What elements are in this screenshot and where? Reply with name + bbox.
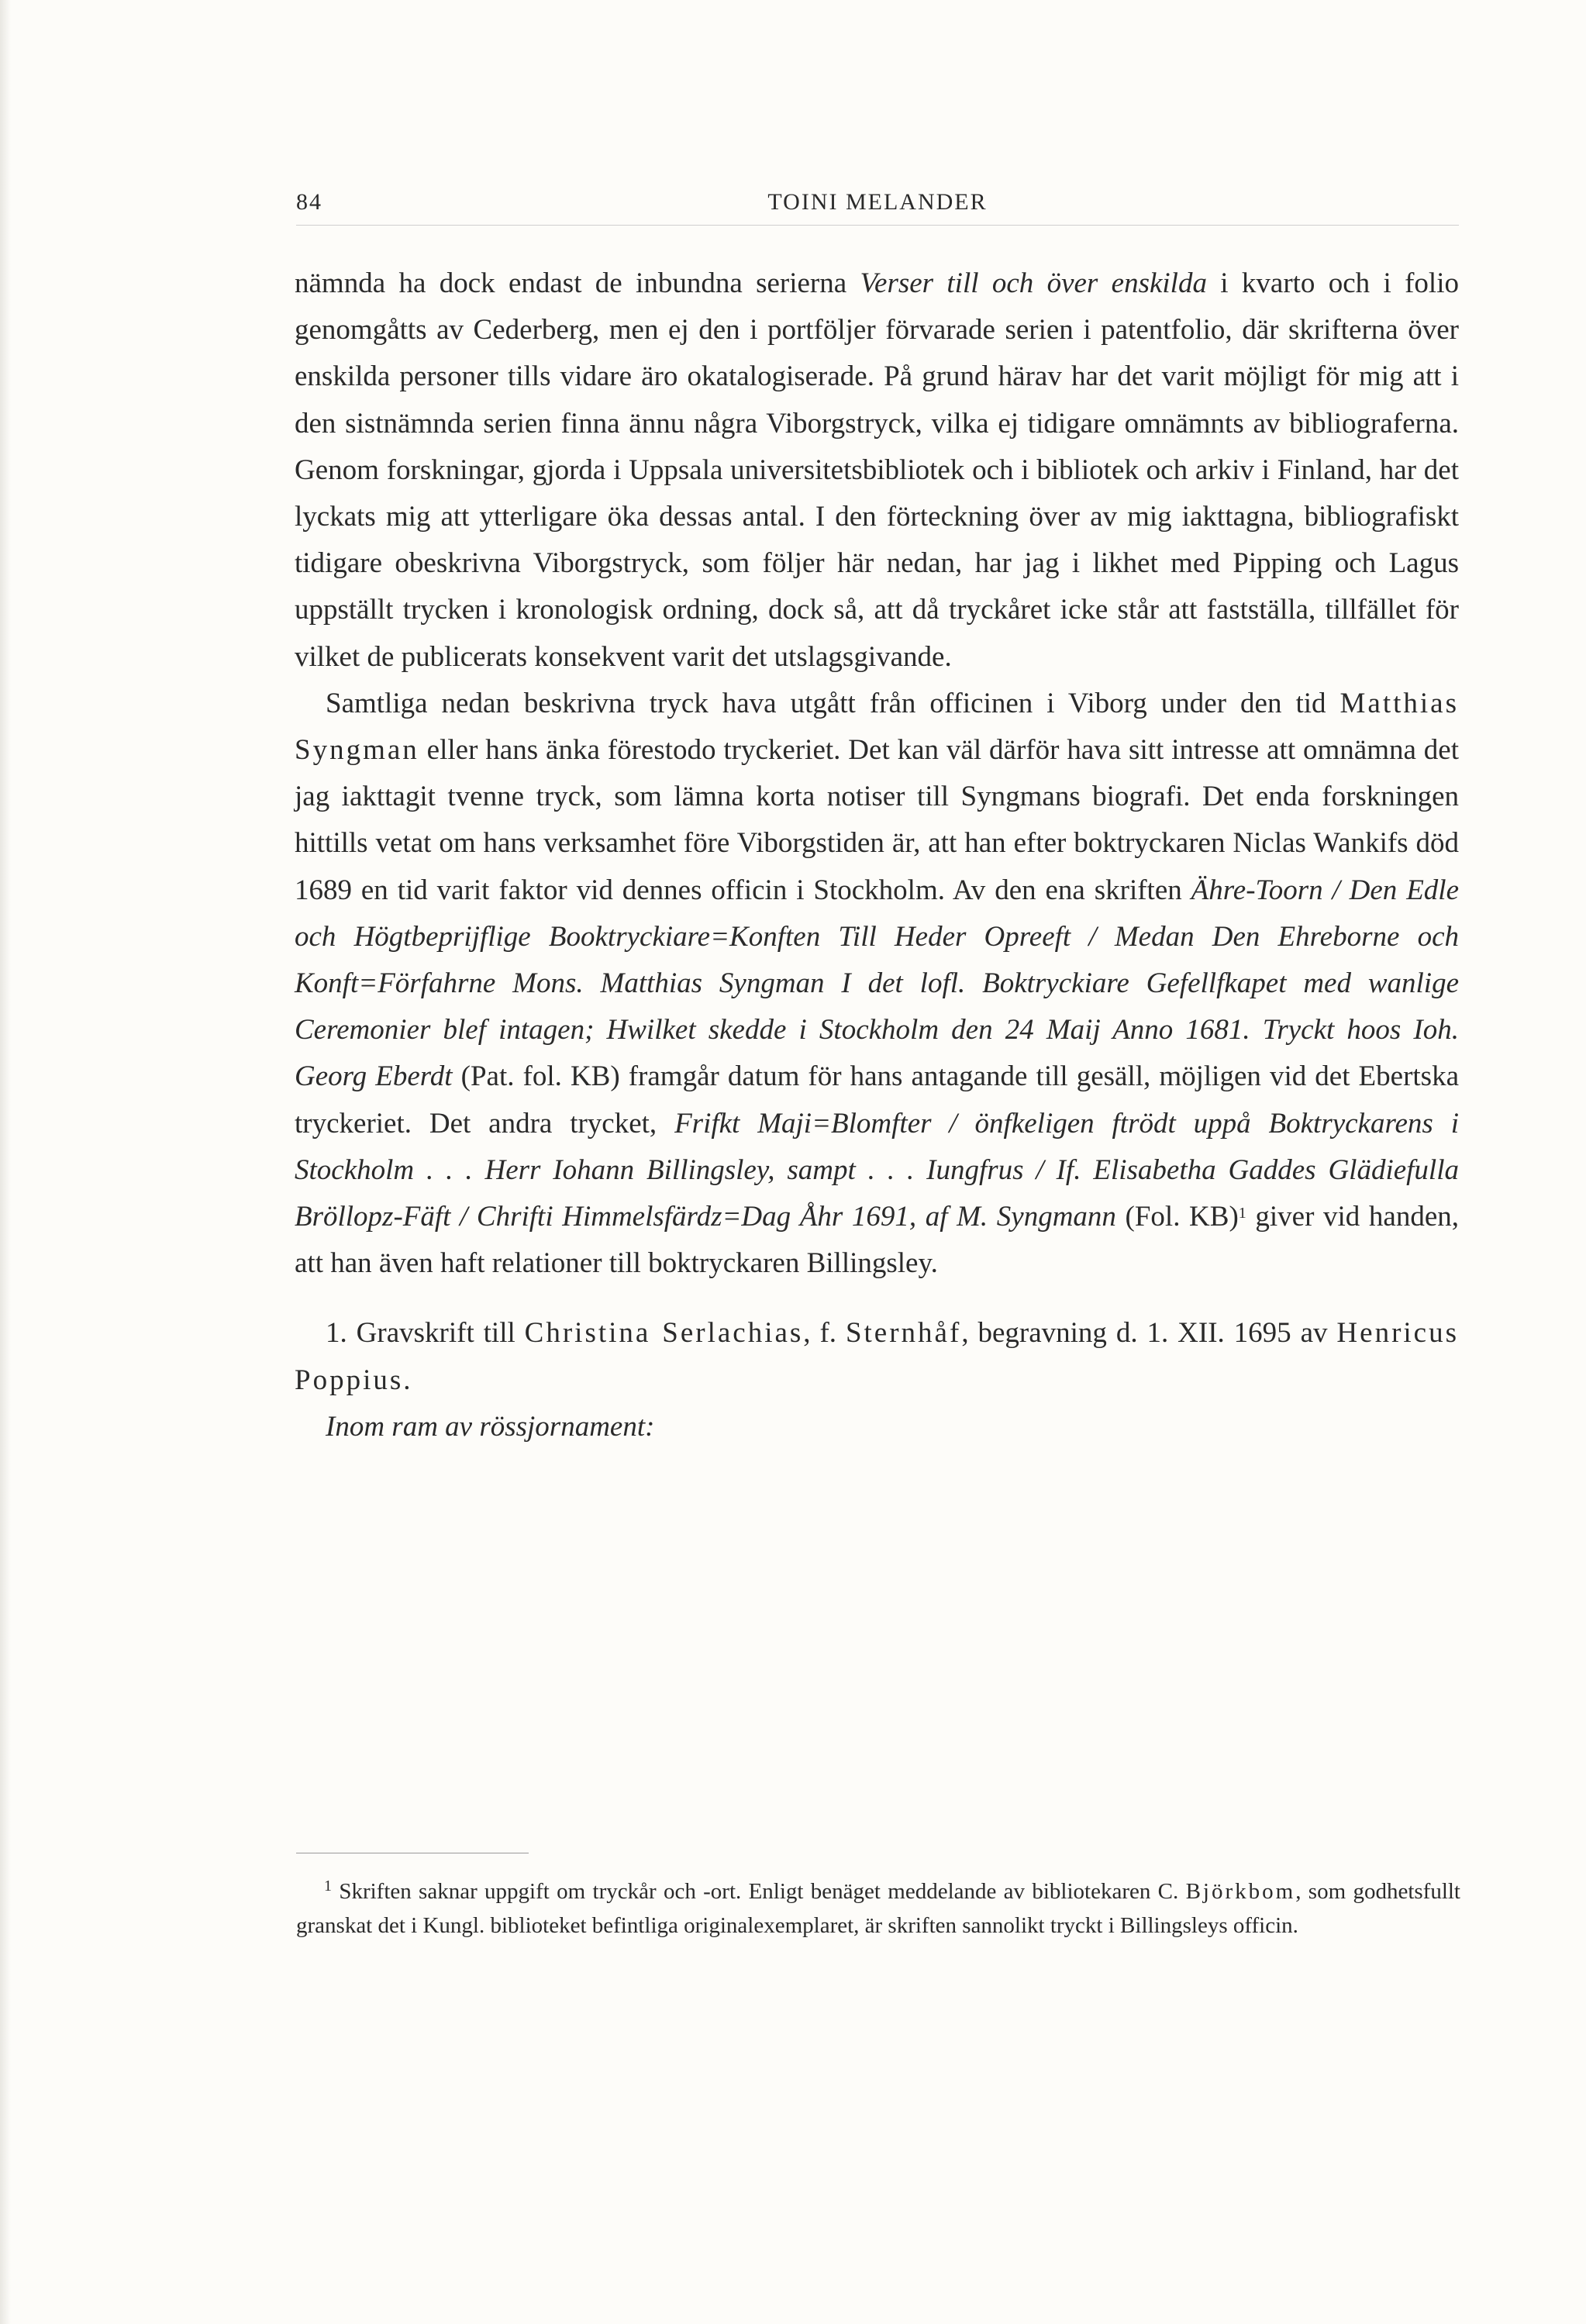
- text-run: .: [403, 1364, 411, 1396]
- text-run: Samtliga nedan beskrivna tryck hava utgått från officinen i Viborg under den tid: [326, 687, 1340, 719]
- spaced-name: Sternhåf: [845, 1317, 962, 1350]
- body-text: [295, 260, 1459, 1450]
- running-head: TOINI MELANDER: [767, 189, 988, 215]
- text-run: Skriften saknar uppgift om tryckår och -ort. Enligt benäget meddelande av bibliotekaren C.: [332, 1879, 1186, 1904]
- entry-note: Inom ram av rössjornament:: [326, 1410, 655, 1443]
- text-run: , som godhetsfullt granskat det i Kungl. biblioteket befintliga originalexemplaret, är skriften sannolikt tryckt i Billingsleys officin.: [296, 1879, 1460, 1938]
- footnotes: [296, 1874, 1460, 1943]
- footnote-marker: 1: [1238, 1205, 1246, 1222]
- text-run: , begravning d. 1. XII. 1695 av: [961, 1317, 1337, 1350]
- page-header: [296, 189, 1459, 223]
- page-edge-shadow: [0, 0, 11, 2324]
- italic-title: Verser till och över enskilda: [860, 267, 1207, 299]
- spaced-name: Björkbom: [1185, 1879, 1296, 1904]
- footnote-1: [296, 1874, 1460, 1943]
- text-run: i kvarto och i folio genomgåtts av Cederberg, men ej den i portföljer förvarade serien i patentfolio, där skrifterna över enskilda personer tills vidare äro okatalogiserade. På grund härav har det varit möjligt för mig att i den sistnämnda serien finna ännu några Viborgstryck, vilka ej tidigare omnämnts av bibliograferna. Genom forskningar, gjorda i Uppsala universitetsbibliotek och i bibliotek och arkiv i Finland, har det lyckats mig att ytterligare öka dessas antal. I den förteckning över av mig iakttagna, bibliografiskt tidigare obeskrivna Viborgstryck, som följer här nedan, har jag i likhet med Pipping och Lagus uppställt trycken i kronologisk ordning, dock så, att då tryckåret icke står att fastställa, tillfället för vilket de publicerats konsekvent varit det utslagsgivande.: [295, 267, 1459, 673]
- text-run: eller hans änka förestodo tryckeriet. Det kan väl därför hava sitt intresse att omnämna det jag iakttagit tvenne tryck, som lämna korta notiser till Syngmans biografi. Det enda forskningen hittills vetat om hans verksamhet före Viborgstiden är, att han efter boktryckaren Niclas Wankifs död 1689 en tid varit faktor vid dennes officin i Stockholm. Av den ena skriften: [295, 734, 1459, 906]
- text-run: , f.: [803, 1317, 846, 1350]
- italic-title: Ähre-Toorn / Den Edle och Högtbeprijflige Booktryckiare=Konften Till Heder Opreeft / Medan Den Ehreborne och Konft=Förfahrne Mons. Matthias Syngman I det lofl. Boktryckiare Gefellfkapet med wanlige Ceremonier blef intagen; Hwilket skedde i Stockholm den 24 Maij Anno 1681. Tryckt hoos Ioh. Georg Eberdt: [295, 874, 1459, 1093]
- text-run: nämnda ha dock endast de inbundna serierna: [295, 267, 860, 299]
- page-number: 84: [296, 189, 322, 215]
- text-run: (Fol. KB): [1115, 1201, 1239, 1233]
- paragraph-1: [295, 260, 1459, 681]
- italic-title: Frifkt Maji=Blomfter / önfkeligen ftrödt uppå Boktryckarens i Stockholm . . . Herr Iohann Billingsley, sampt . . . Iungfrus / If. Elisabetha Gaddes Glädiefulla Bröllopz-Fäft / Chrifti Himmelsfärdz=Dag Åhr 1691, af M. Syngmann: [295, 1107, 1459, 1233]
- spaced-name: Henricus Poppius: [295, 1317, 1459, 1396]
- footnote-number: 1: [324, 1877, 332, 1895]
- text-run: 1. Gravskrift till: [326, 1317, 525, 1350]
- text-run: giver vid handen, att han även haft relationer till boktryckaren Billingsley.: [295, 1201, 1459, 1280]
- entry-1: [295, 1310, 1459, 1403]
- spaced-name: Matthias Syngman: [295, 687, 1459, 767]
- spaced-name: Christina Serlachias: [524, 1317, 804, 1350]
- text-run: (Pat. fol. KB) framgår datum för hans antagande till gesäll, möjligen vid det Ebertska tryckeriet. Det andra trycket,: [295, 1060, 1459, 1140]
- paragraph-2: [295, 681, 1459, 1288]
- header-rule: [296, 225, 1459, 226]
